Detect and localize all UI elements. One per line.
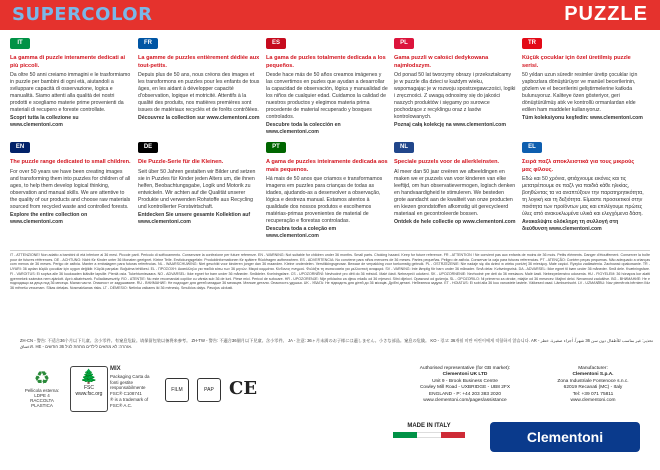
language-flag-icon: [394, 38, 414, 49]
language-flag-icon: [138, 38, 158, 49]
language-block-es: [266, 38, 388, 136]
made-in-italy-label: MADE IN ITALY: [407, 423, 451, 429]
auth-heading: Authorised representative (for GB market):: [419, 366, 511, 371]
language-flag-icon: [266, 38, 286, 49]
auth-name: Clementoni UK LTD: [442, 372, 488, 378]
language-code: FR: [144, 40, 152, 46]
block-title: Gama puzzli w całości dedykowana najmłodszym.: [394, 55, 489, 69]
language-grid: [10, 38, 650, 247]
block-title: Speciale puzzels voor de allerkleinsten.: [394, 159, 500, 166]
language-code: ES: [271, 40, 280, 46]
language-flag-icon: [394, 142, 414, 153]
block-link[interactable]: Découvrez la collection sur www.clementoni.com: [138, 115, 260, 122]
language-code: DE: [143, 144, 153, 151]
block-body: 50 yıldan uzun süredir resimler üretip çocuklar için yapbozlara dönüştürüyor ve manüel becerilerinin, gözlem ve el becerilerini geliştirmelerine katkıda bulunuyoruz. Kaliteye özen gösteriyor, geri dönüştürülmüş atık ve kontrollü ormanlardan elde edilen ham maddeler kullanıyoruz.: [522, 72, 638, 114]
mix-label: MIX: [110, 366, 121, 372]
mfr-heading: Manufacturer:: [578, 366, 608, 371]
auth-line: Unit 9 - Brook Business Centre: [432, 378, 498, 384]
language-flag-icon: [10, 142, 30, 153]
language-block-tr: [522, 38, 644, 136]
multilingual-warnings: [20, 338, 660, 350]
language-flag-icon: [266, 142, 286, 153]
fsc-trademark: ® is a trademark of FSC® A.C.: [110, 397, 149, 409]
language-code: EN: [15, 144, 25, 151]
tree-icon: 🌲: [80, 368, 98, 384]
block-body: Seit über 50 Jahren gestalten wir Bilder und setzen sie in Puzzles für Kinder jeden Alters um, die ihnen helfen, Beobachtungsgabe, Logik und Motorik zu entwickeln. Wir achten auf die Qualität unserer Produkte und verwenden Rohstoffe aus Recycling und kontrollierter Forstwirtschaft.: [138, 168, 256, 210]
language-block-it: [10, 38, 132, 136]
authorised-representative: [405, 366, 525, 405]
block-body: For over 50 years we have been creating images and transforming them into puzzles for children of all ages, to help them develop logical thinking, observation and manual skills. We are attentive to the quality of our products and choose raw materials sourced from recycled waste and controlled forests.: [10, 168, 131, 210]
recycling-label: Pellicola esterna: LDPE 4 RACCOLTA PLASTICA: [24, 388, 60, 408]
recycling-info: [22, 368, 62, 408]
auth-line: ENGLAND - P: +44 203 383 2020: [428, 391, 502, 397]
language-flag-icon: [138, 142, 158, 153]
mfr-name: Clementoni S.p.A.: [572, 372, 614, 378]
block-body: Da oltre 50 anni creiamo immagini e le trasformiamo in puzzle per bambini di ogni età, aiutandoli a sviluppare capacità di osservazione, logica e manualità. Siamo attenti alla qualità dei nostri prodotti e scegliamo materie prime provenienti da materiali di recupero e foreste controllate.: [10, 72, 131, 114]
mfr-line: Tel: +39 071 75811: [572, 391, 614, 397]
recycle-icon: ♻: [33, 368, 51, 388]
mfr-line: 62019 Recanati (MC) - Italy: [563, 385, 623, 391]
language-block-pt: [266, 142, 388, 240]
header-bar: [0, 0, 660, 30]
block-link[interactable]: Scopri tutta la collezione su www.clementoni.com: [10, 115, 79, 129]
fsc-logo: [70, 366, 108, 412]
mfr-line: Zona Industriale Fontenoce s.n.c.: [557, 378, 629, 384]
compliance-symbols: [165, 378, 257, 402]
block-link[interactable]: Entdecken Sie unsere gesamte Kollektion auf www.clementoni.com: [138, 211, 251, 225]
language-block-de: [138, 142, 260, 240]
block-body: Desde hace más de 50 años creamos imágenes y las convertimos en puzles que ayudan a desarrollar la capacidad de observación, lógica y manualidad de los niños de cualquier edad. Cuidamos la calidad de nuestros productos y elegimos materia prima procedente de material recuperado y bosques controlados.: [266, 72, 388, 121]
language-code: PL: [400, 40, 408, 46]
block-body: Al meer dan 50 jaar creëren we afbeeldingen en maken we er puzzels van voor kinderen van elke leeftijd, om hun observatievermogen, logisch denken en handvaardigheid te stimuleren. We besteden grote aandacht aan de kwaliteit van onze producten en kiezen grondstoffen afkomstig uit gerecycleerd materiaal en gecontroleerde bossen.: [394, 168, 516, 217]
block-link[interactable]: Tüm koleksiyonu keşfedin: www.clementoni.com: [522, 115, 643, 122]
fsc-code: FSC: [84, 385, 94, 391]
language-flag-icon: [522, 38, 542, 49]
language-block-fr: [138, 38, 260, 136]
language-block-en: [10, 142, 132, 240]
block-link[interactable]: Descubra toda a coleção em www.clementoni.com: [266, 226, 337, 240]
language-code: IT: [17, 40, 23, 46]
language-code: PT: [272, 144, 280, 151]
block-body: Há mais de 50 anos que criamos e transformamos imagens em puzzles para crianças de todas as idades, ajudando-as a desenvolver a observação, lógica e destreza manual. Estamos atentos à qualidade dos nossos produtos e escolhemos matérias-primas provenientes de material de recuperação e florestas controladas.: [266, 176, 383, 225]
mix-text: Packaging Carta da fonti gestite responsabilmente FSC® C108741: [110, 373, 150, 397]
mfr-line: www.clementoni.com: [570, 398, 616, 404]
block-title: Küçük çocuklar için özel üretilmiş puzzle serisi.: [522, 55, 631, 69]
auth-line: www.clementoni.com/pages/assistance: [423, 398, 507, 404]
block-title: A gama de puzzles inteiramente dedicada aos mais pequenos.: [266, 159, 388, 173]
block-link[interactable]: Ontdek de hele collectie op www.clementoni.com: [394, 218, 516, 225]
manufacturer-info: [538, 366, 648, 405]
brand-logo: SUPERCOLOR: [12, 4, 153, 25]
paper-symbol: PAP: [197, 378, 221, 402]
block-body: Od ponad 50 lat tworzymy obrazy i przekształcamy je w puzzle dla dzieci w każdym wieku, wspomagając je w rozwoju spostrzegawczości, logiki i zręczności. Z uwagą odnosimy się do jakości naszych produktów i sięgamy po surowce pochodzące z recyklingu oraz z lasów kontrolowanych.: [394, 72, 516, 121]
language-row-1: [10, 38, 650, 136]
block-link[interactable]: Explore the entire collection on www.clementoni.com: [10, 211, 88, 225]
block-title: La gamme de puzzles entièrement dédiée aux tout-petits.: [138, 55, 260, 69]
language-block-nl: [394, 142, 516, 240]
made-in-italy: [393, 423, 465, 451]
safety-warnings: IT - ATTENZIONE! Non adatto a bambini di età inferiore ai 36 mesi. Piccole parti. Pericolo di soffocamento. Conservare la confezione per future referenze. EN - WARNING: Not suitable for children under 36 months. Small parts. Choking hazard. Keep for future reference. FR - ATTENTION ! Ne convient pas aux enfants de moins de 36 mois. Petits éléments. Danger d'étouffement. Conserver la boîte pour de futures références. DE - ACHTUNG: Nicht für Kinder unter 36 Monaten geeignet. Kleine Teile. Erstickungsgefahr. Produktinformationen für spätere Rückfragen aufbewahren. ES - ADVERTENCIA: No conviene para niños menores de 36 meses. Partes pequeñas. Peligro de asfixia. Conservar la caja para futuras referencias. PT - ATENÇÃO: Contém peças pequenas. Não adequado a crianças com menos de 36 meses. Perigo de asfixia. Manter a embalagem para futuras referências. NL - WAARSCHUWING: Niet geschikt voor kinderen jonger dan 36 maanden. Kleine onderdelen. Verstikkingsgevaar. Bewaar de verpakking voor toekomstig gebruik. PL - OSTRZEŻENIE: Nie nadaje się dla dzieci w wieku poniżej 36 miesięcy. Małe części. Ryzyko zadławienia. Zachować opakowanie. TR - UYARI: 36 aydan küçük çocuklar için uygun değildir. Küçük parçalar. Boğulma tehlikesi. EL - ΠΡΟΣΟΧΗ: Ακατάλληλο για παιδιά κάτω των 36 μηνών. Μικρά κομμάτια. Κίνδυνος πνιγμού. Φυλάξτε τη συσκευασία για μελλοντική αναφορά. SV - VARNING: Inte lämplig för barn under 36 månader. Små delar. Kvävningsrisk. DA - ADVARSEL: Ikke egnet til børn under 36 måneder. Små dele. Kvælningsfare. FI - VAROITUS: Ei sopiva alle 36 kuukauden ikäisille lapsille. Pieniä osia. Tukehtumisvaara. NO - ADVARSEL: Ikke egnet for barn under 36 måneder. Smådeler. Kvelningsfare. CS - UPOZORNĚNÍ: Nevhodné pro děti do 36 měsíců. Malé části. Nebezpečí udušení. SK - UPOZORNENIE: Nevhodné pre deti do 36 mesiacov. Malé časti. Nebezpečenstvo udusenia. HU - FIGYELEM: 36 hónapos kor alatti gyermekek számára nem ajánlott. Apró alkatrészek. Fulladásveszély. RO - ATENȚIE: Nu este recomandat copiilor cu vârsta sub 36 de luni. Piese mici. Pericol de sufocare. HR - UPOZORENJE: Nije prikladno za djecu mlađu od 36 mjeseci. Sitni dijelovi. Opasnost od gušenja. SL - OPOZORILO: Ni primerno za otroke, mlajše od 36 mesecev. Majhni delci. Nevarnost zadušitve. BG - ВНИМАНИЕ: Не е подходящо за деца под 36 месеца. Малки части. Опасност от задушаване. RU - ВНИМАНИЕ: Не подходит для детей младше 36 месяцев. Мелкие детали. Опасность удушья. UK - УВАГА: Не підходить для дітей до 36 місяців. Дрібні деталі. Небезпека задухи. ET - HOIATUS: Ei sobi alla 36 kuu vanustele lastele. Väikesed osad. Lämbumisoht. LV - UZMANĪBU: Nav piemērots bērniem līdz 36 mēnešu vecumam. Sīkas detaļas. Nosmakšanas risks. LT - DĖMESIO: Netinka vaikams iki 36 mėnesių. Smulkios dalys. Pavojus uždusti.: [10, 253, 650, 291]
multilingual-line: ZH-CN - 警告: 不适合36个月以下儿童。含小零件。有窒息危险。请保留包装以备将来参考。 ZH-TW - 警告: 不適合36個月以下兒童。含小零件。 JA - 注意: 36ヶ月未満のお子様には適しません。小さな部品。窒息の危険。 KO - 경고: 36개월 미만 어린이에게 적합하지 않습니다. AR - تحذير: غير مناسب للأطفال دون سن 36 شهراً. أجزاء صغيرة. خطر الاختناق. HE - אזהרה: לא מתאים לילדים מתחת לגיל 36 חודשים.: [20, 338, 654, 349]
block-link[interactable]: Ανακαλύψτε ολόκληρη τη συλλογή στη διεύθυνση www.clementoni.com: [522, 219, 619, 233]
language-row-2: [10, 142, 650, 240]
language-block-pl: [394, 38, 516, 136]
product-label: PUZZLE: [564, 3, 648, 25]
language-flag-icon: [10, 38, 30, 49]
film-symbol: FILM: [165, 378, 189, 402]
block-title: La gama de puzles totalmente dedicada a los pequeños.: [266, 55, 386, 69]
fsc-url: www.fsc.org: [75, 391, 103, 397]
italy-flag-icon: [393, 432, 465, 438]
block-body: Εδώ και 50 χρόνια, φτιάχνουμε εικόνες και τις μετατρέπουμε σε παζλ για παιδιά κάθε ηλικίας, βοηθώντας τα να αναπτύξουν την παρατηρητικότητα, τη λογική και τη δεξιότητα. Είμαστε προσεκτικοί στην ποιότητα των προϊόντων μας και επιλέγουμε πρώτες ύλες από ανακυκλωμένα υλικά και ελεγχόμενα δάση.: [522, 176, 644, 218]
block-body: Depuis plus de 50 ans, nous créons des images et les transformons en puzzles pour les enfants de tous âges, en les aidant à développer capacité d'observation, logique et motricité. Attentifs à la qualité des produits, nos matières premières sont issues de matériaux recyclés et de forêts contrôlées.: [138, 72, 260, 114]
block-title: The puzzle range dedicated to small children.: [10, 159, 131, 166]
block-link[interactable]: Descubre toda la colección en www.clementoni.com: [266, 122, 341, 136]
fsc-mix-info: [110, 366, 150, 409]
language-code: TR: [528, 40, 536, 46]
clementoni-logo: Clementoni: [490, 422, 640, 452]
ce-mark: CE: [229, 378, 258, 399]
block-title: La gamma di puzzle interamente dedicati ai più piccoli.: [10, 55, 126, 69]
divider: [10, 250, 650, 251]
block-link[interactable]: Poznaj całą kolekcję na www.clementoni.com: [394, 122, 506, 129]
block-title: Σειρά παζλ αποκλειστικά για τους μικρούς μας φίλους.: [522, 159, 635, 173]
language-flag-icon: [522, 142, 542, 153]
language-block-el: [522, 142, 644, 240]
footer: [10, 338, 654, 463]
language-code: NL: [400, 144, 408, 151]
block-title: Die Puzzle-Serie für die Kleinen.: [138, 159, 224, 166]
language-code: EL: [528, 144, 536, 151]
auth-line: Cowley Mill Road - UXBRIDGE - UB8 2FX: [419, 385, 511, 391]
